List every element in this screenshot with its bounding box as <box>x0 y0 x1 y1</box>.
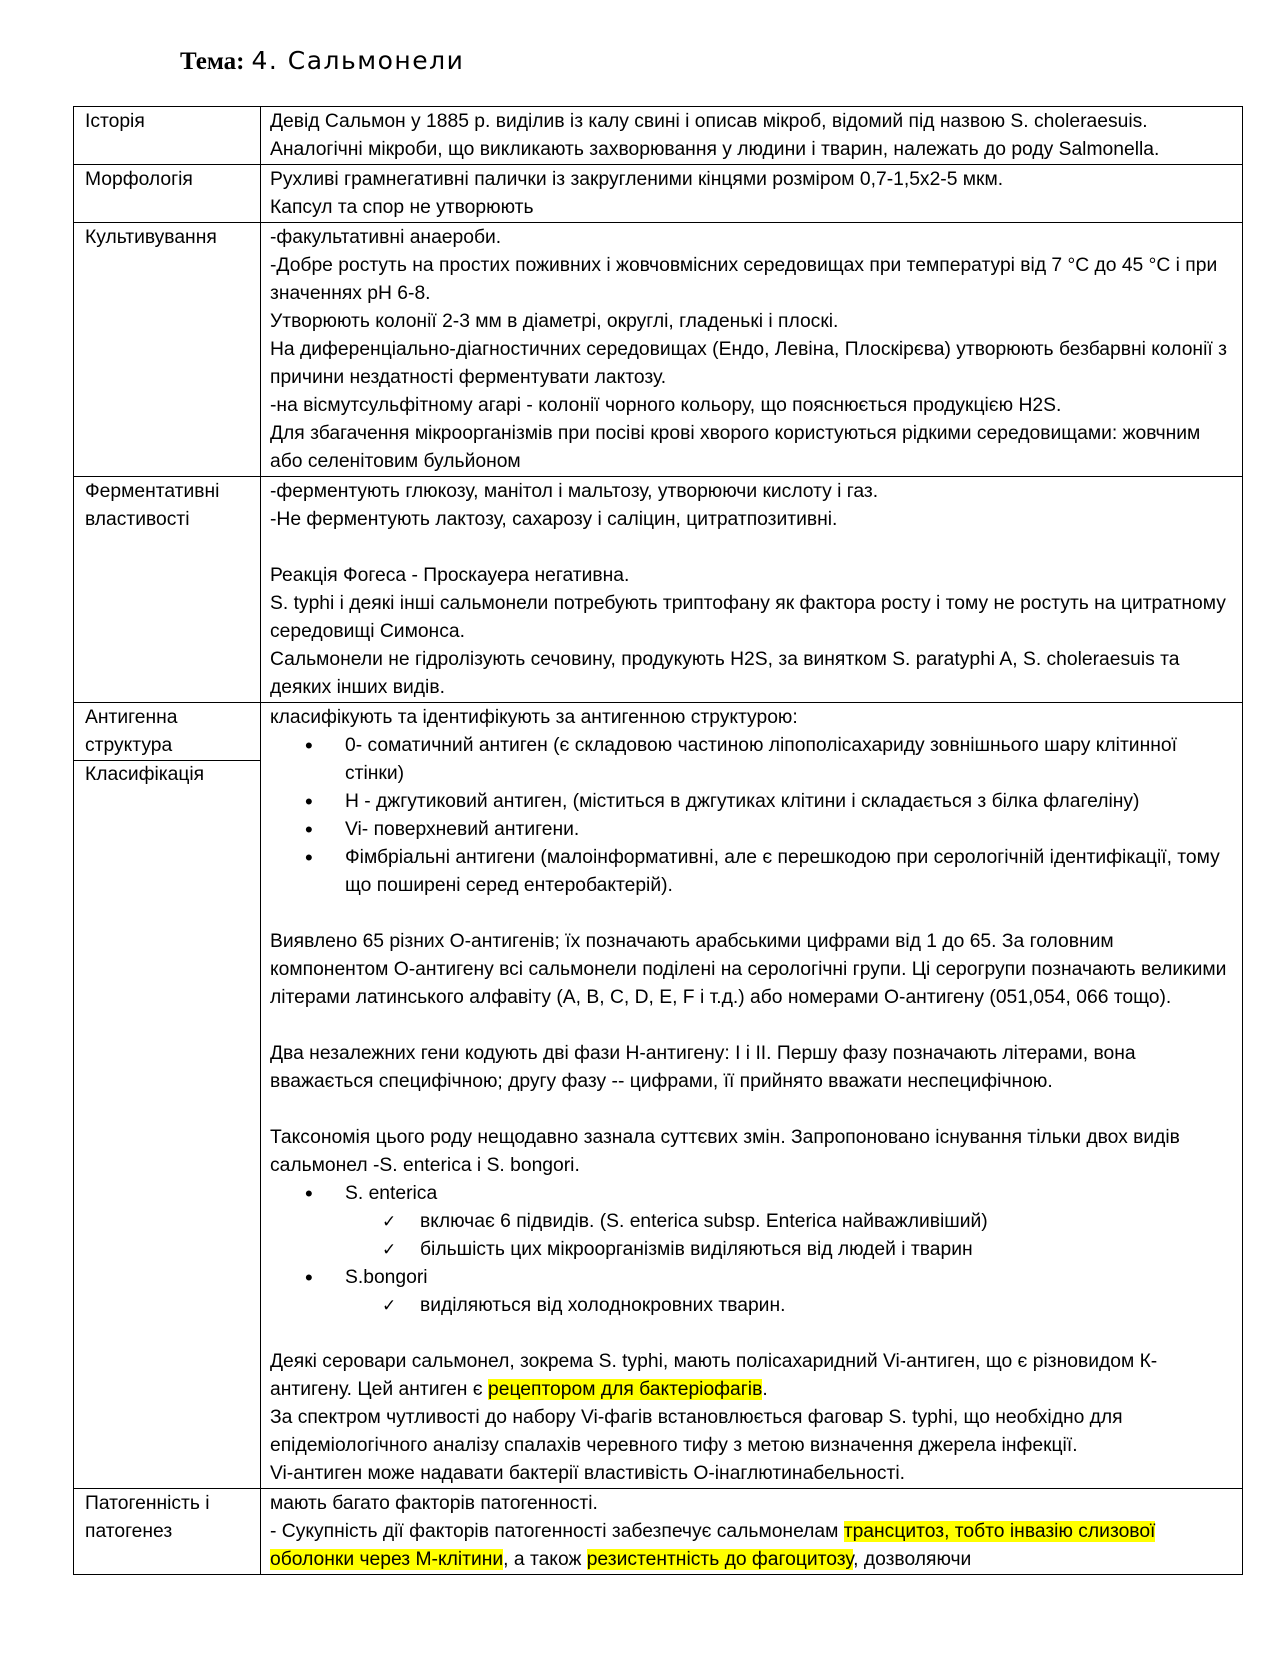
row-enzymatic <box>74 477 1243 703</box>
topic-table <box>73 106 1243 1575</box>
list-item: • Фімбріальні антигени (малоінформативні, але є перешкодою при серологічній ідентифікації, тому що поширені серед ентеробактерій). <box>345 844 1234 900</box>
paragraph: Два незалежних гени кодують дві фази Н-антигену: I і II. Першу фазу позначають літерами, вона вважається специфічною; другу фазу -- цифрами, її прийнято вважати неспецифічною. <box>270 1043 1136 1092</box>
species-name: S. enterica <box>345 1183 438 1204</box>
paragraph <box>270 1518 1234 1574</box>
highlighted-text: рецептором для бактеріофагів <box>488 1379 763 1400</box>
check-text: виділяються від холоднокровних тварин. <box>420 1295 786 1316</box>
paragraph: Виявлено 65 різних О-антигенів; їх позначають арабськими цифрами від 1 до 65. За головним компонентом О-антигену всі сальмонели поділені на серологічні групи. Ці серогрупи позначають великими літерами латинського алфавіту (A, B, C, D, E, F і т.д.) або номерами О-антигену (051,054, 066 тощо). <box>270 931 1227 1008</box>
text-line: Реакція Фогеса - Проскауера негативна. <box>270 565 630 586</box>
checkmark-icon: ✓ <box>382 1296 397 1316</box>
row-content <box>261 223 1243 477</box>
text-line: мають багато факторів патогенності. <box>270 1493 598 1514</box>
row-antigen <box>74 703 1243 1489</box>
row-content <box>261 477 1243 703</box>
text-line: На диференціально-діагностичних середовищах (Ендо, Левіна, Плоскірєва) утворюють безбарвні колонії з причини нездатності ферментувати лактозу. <box>270 339 1227 388</box>
text-line: Сальмонели не гідролізують сечовину, продукують H2S, за винятком S. paratyphi A, S. choleraesuis та деяких інших видів. <box>270 649 1180 698</box>
paragraph <box>270 1348 1234 1404</box>
text-span: . <box>762 1379 768 1400</box>
row-header: Історія <box>74 107 261 165</box>
checkmark-icon: ✓ <box>382 1212 397 1232</box>
row-header: Ферментативні властивості <box>74 477 261 703</box>
row-morphology <box>74 165 1243 223</box>
check-text: більшість цих мікроорганізмів виділяються від людей і тварин <box>420 1239 973 1260</box>
highlighted-text: резистентність до фагоцитозу <box>586 1549 854 1570</box>
check-text: включає 6 підвидів. (S. enterica subsp. Enterica найважливіший) <box>420 1211 988 1232</box>
text-line: класифікують та ідентифікують за антигенною структурою: <box>270 707 798 728</box>
document-title <box>180 44 464 79</box>
text-line: -ферментують глюкозу, манітол і мальтозу, утворюючи кислоту і газ. <box>270 481 879 502</box>
header-antigen-structure: Антигенна структура <box>85 707 178 756</box>
text-span: , дозволяючи <box>853 1549 972 1570</box>
row-pathogenicity <box>74 1489 1243 1575</box>
checkmark-icon: ✓ <box>382 1240 397 1260</box>
check-list <box>345 1292 1234 1320</box>
text-line: Капсул та спор не утворюють <box>270 197 534 218</box>
row-history <box>74 107 1243 165</box>
check-list <box>345 1208 1234 1264</box>
text-span: , а також <box>503 1549 587 1570</box>
row-content: Девід Сальмон у 1885 р. виділив із калу свині і описав мікроб, відомий під назвою S. choleraesuis. Аналогічні мікроби, що викликають захворювання у людини і тварин, належать до роду Salmonella. <box>261 107 1243 165</box>
list-item <box>382 1236 1234 1264</box>
title-label: Тема: <box>180 48 245 75</box>
title-value: 4. Сальмонели <box>251 46 465 75</box>
list-item <box>382 1208 1234 1236</box>
text-line: -на вісмутсульфітному агарі - колонії чорного кольору, що пояснюється продукцією H2S. <box>270 395 1062 416</box>
text-line: Для збагачення мікроорганізмів при посіві крові хворого користуються рідкими середовищами: жовчним або селенітовим бульйоном <box>270 423 1201 472</box>
list-item: • Н - джгутиковий антиген, (міститься в джгутиках клітини і складається з білка флагеліну) <box>345 788 1234 816</box>
list-item <box>345 1264 1234 1320</box>
text-line: Рухливі грамнегативні палички із закругленими кінцями розміром 0,7-1,5х2-5 мкм. <box>270 169 1004 190</box>
header-classification: Класифікація <box>74 760 260 789</box>
list-item: • 0- соматичний антиген (є складовою частиною ліпополісахариду зовнішнього шару клітинної стінки) <box>345 732 1234 788</box>
row-content <box>261 165 1243 223</box>
text-line: -Не ферментують лактозу, сахарозу і саліцин, цитратпозитивні. <box>270 509 838 530</box>
paragraph: Таксономія цього роду нещодавно зазнала суттєвих змін. Запропоновано існування тільки двох видів сальмонел -S. enterica і S. bongori. <box>270 1127 1180 1176</box>
list-item <box>345 1180 1234 1264</box>
row-header: Культивування <box>74 223 261 477</box>
paragraph: Vi-антиген може надавати бактерії властивість О-інаглютинабельності. <box>270 1463 905 1484</box>
highlighted-text: трансцитоз, тобто інвазію слизової оболонки через М-клітини <box>270 1521 1156 1570</box>
list-item <box>382 1292 1234 1320</box>
paragraph: За спектром чутливості до набору Vi-фагів встановлюється фаговар S. typhi, що необхідно для епідеміологічного аналізу спалахів черевного тифу з метою визначення джерела інфекції. <box>270 1407 1123 1456</box>
species-list <box>270 1180 1234 1320</box>
antigen-list <box>270 732 1234 900</box>
row-header: Патогенність і патогенез <box>74 1489 261 1575</box>
text-span: Деякі серовари сальмонел, зокрема S. typhi, мають полісахаридний Vi-антиген, що є різновидом К-антигену. Цей антиген є <box>270 1351 1158 1400</box>
row-content <box>261 1489 1243 1575</box>
text-span: - Сукупність дії факторів патогенності забезпечує сальмонелам <box>270 1521 844 1542</box>
text-line: S. typhi і деякі інші сальмонели потребують триптофану як фактора росту і тому не ростуть на цитратному середовищі Симонса. <box>270 593 1226 642</box>
text-line: Утворюють колонії 2-3 мм в діаметрі, округлі, гладенькі і плоскі. <box>270 311 839 332</box>
row-header <box>74 703 261 1489</box>
list-item: • Vi- поверхневий антигени. <box>345 816 1234 844</box>
row-content <box>261 703 1243 1489</box>
row-cultivation <box>74 223 1243 477</box>
text-line: -факультативні анаероби. <box>270 227 502 248</box>
species-name: S.bongori <box>345 1267 428 1288</box>
text-line: -Добре ростуть на простих поживних і жовчовмісних середовищах при температурі від 7 °С до 45 °С і при значеннях рН 6-8. <box>270 255 1218 304</box>
row-header: Морфологія <box>74 165 261 223</box>
